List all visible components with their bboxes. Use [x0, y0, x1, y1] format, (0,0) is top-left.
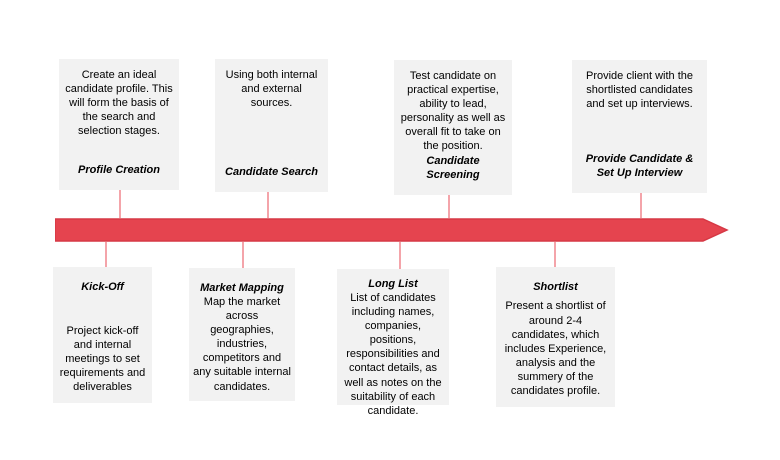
connector-line — [554, 242, 556, 267]
connector-line — [267, 192, 269, 218]
step-title: Shortlist — [533, 281, 578, 293]
step-description: Provide client with the shortlisted candidates and set up interviews. — [586, 70, 693, 111]
step-card-provide-candidate — [572, 60, 707, 193]
step-card-long-list — [337, 269, 449, 417]
step-title: Candidate Screening — [426, 154, 480, 181]
step-title: Candidate Search — [225, 165, 318, 178]
connector-line — [242, 242, 244, 268]
step-description: Project kick-off and internal meetings to set requirements and deliverables — [59, 324, 146, 393]
step-description: Create an ideal candidate profile. This will form the basis of the search and selection stages. — [65, 69, 173, 138]
connector-line — [399, 242, 401, 269]
connector-line — [105, 242, 107, 267]
step-description: Present a shortlist of around 2-4 candidates, which includes Experience, analysis and the summery of the candidates profile. — [504, 300, 607, 397]
step-title: Market Mapping — [200, 282, 284, 294]
step-card-kick-off — [53, 267, 152, 403]
step-title: Kick-Off — [81, 281, 124, 293]
step-description: Test candidate on practical expertise, ability to lead, personality as well as overall fit to take on the position. — [400, 70, 506, 153]
step-card-market-mapping — [189, 268, 295, 401]
step-description: Using both internal and external sources. — [225, 69, 318, 110]
connector-line — [119, 190, 121, 218]
step-card-candidate-search — [215, 59, 328, 192]
step-title: Provide Candidate & Set Up Interview — [585, 152, 694, 179]
step-description: List of candidates including names, companies, positions, responsibilities and contact details, as well as notes on the suitability of each candidate. — [344, 292, 442, 417]
step-title: Profile Creation — [78, 163, 160, 176]
step-card-profile-creation — [59, 59, 179, 190]
connector-line — [640, 193, 642, 218]
timeline-arrow-shape — [55, 219, 727, 241]
step-title: Long List — [368, 278, 418, 290]
step-card-candidate-screening — [394, 60, 512, 195]
step-description: Map the market across geographies, industries, competitors and any suitable internal candidates. — [193, 296, 291, 393]
timeline-arrow — [55, 217, 730, 243]
connector-line — [448, 195, 450, 218]
step-card-shortlist — [496, 267, 615, 407]
